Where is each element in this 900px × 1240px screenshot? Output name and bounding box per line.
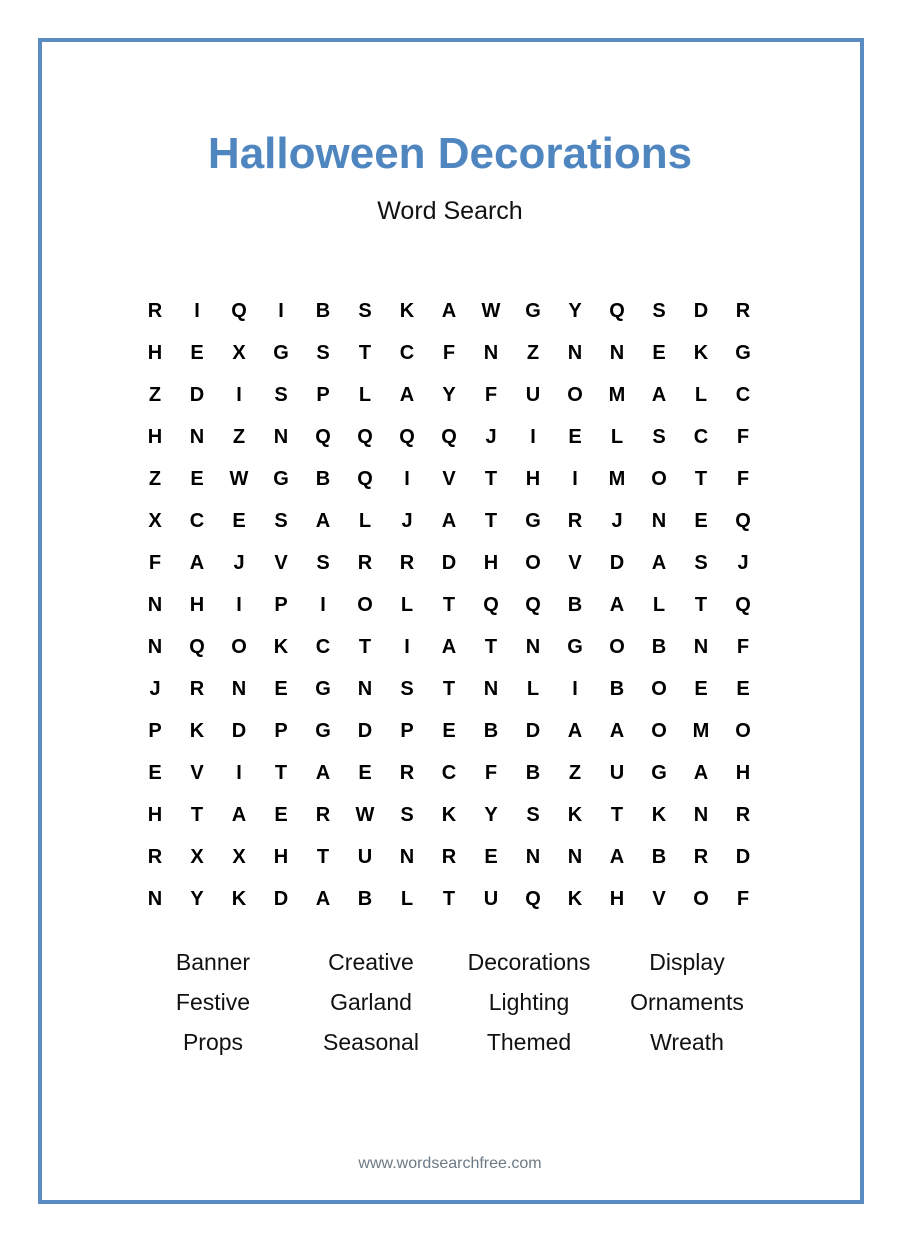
grid-cell[interactable]: X <box>232 846 246 868</box>
grid-cell[interactable]: T <box>316 846 330 868</box>
grid-cell[interactable]: Z <box>148 384 162 406</box>
grid-cell[interactable]: K <box>693 342 709 364</box>
grid-cell[interactable]: D <box>693 300 709 322</box>
word-list-item: Decorations <box>467 949 591 975</box>
grid-cell[interactable]: Y <box>568 300 582 322</box>
grid-cell[interactable]: S <box>652 426 666 448</box>
grid-row <box>134 710 764 752</box>
grid-cell[interactable]: H <box>147 426 163 448</box>
grid-cell[interactable]: Q <box>357 468 373 490</box>
grid-cell[interactable]: Q <box>189 636 205 658</box>
grid-cell[interactable]: E <box>190 468 204 490</box>
grid-cell[interactable]: R <box>441 846 457 868</box>
grid-cell[interactable]: K <box>651 804 667 826</box>
grid-cell[interactable]: A <box>441 300 457 322</box>
grid-cell[interactable]: F <box>736 888 750 910</box>
grid-cell[interactable]: E <box>694 678 708 700</box>
grid-cell[interactable]: G <box>273 342 289 364</box>
grid-cell[interactable]: J <box>611 510 623 532</box>
grid-cell[interactable]: R <box>735 300 751 322</box>
grid-cell[interactable]: A <box>441 510 457 532</box>
grid-cell[interactable]: U <box>525 384 541 406</box>
grid-cell[interactable]: F <box>484 762 498 784</box>
grid-cell[interactable]: S <box>274 384 288 406</box>
grid-cell[interactable]: Q <box>735 510 751 532</box>
grid-cell[interactable]: A <box>609 720 625 742</box>
grid-cell[interactable]: T <box>694 468 708 490</box>
grid-cell[interactable]: P <box>400 720 414 742</box>
grid-cell[interactable]: L <box>400 594 414 616</box>
grid-cell[interactable]: H <box>609 888 625 910</box>
grid-cell[interactable]: N <box>609 342 625 364</box>
grid-cell[interactable]: M <box>608 384 626 406</box>
grid-cell[interactable]: S <box>400 678 414 700</box>
grid-cell[interactable]: K <box>441 804 457 826</box>
grid-cell[interactable]: F <box>484 384 498 406</box>
grid-cell[interactable]: I <box>572 678 578 700</box>
grid-cell[interactable]: H <box>147 804 163 826</box>
grid-cell[interactable]: V <box>568 552 582 574</box>
grid-row <box>134 542 764 584</box>
grid-cell[interactable]: S <box>652 300 666 322</box>
grid-cell[interactable]: Q <box>399 426 415 448</box>
grid-cell[interactable]: E <box>568 426 582 448</box>
grid-cell[interactable]: D <box>189 384 205 406</box>
grid-cell[interactable]: V <box>190 762 204 784</box>
grid-cell[interactable]: Q <box>609 300 625 322</box>
grid-cell[interactable]: X <box>232 342 246 364</box>
grid-cell[interactable]: Q <box>315 426 331 448</box>
grid-cell[interactable]: E <box>232 510 246 532</box>
word-list-item: Display <box>649 949 725 975</box>
grid-cell[interactable]: Q <box>231 300 247 322</box>
grid-cell[interactable]: J <box>401 510 413 532</box>
grid-cell[interactable]: H <box>483 552 499 574</box>
grid-cell[interactable]: I <box>404 636 410 658</box>
grid-row <box>134 836 764 878</box>
grid-cell[interactable]: L <box>358 384 372 406</box>
grid-cell[interactable]: T <box>484 510 498 532</box>
grid-cell[interactable]: Q <box>525 594 541 616</box>
grid-cell[interactable]: O <box>693 888 709 910</box>
grid-cell[interactable]: N <box>651 510 667 532</box>
grid-cell[interactable]: T <box>274 762 288 784</box>
grid-cell[interactable]: U <box>609 762 625 784</box>
grid-cell[interactable]: Y <box>484 804 498 826</box>
grid-cell[interactable]: B <box>651 636 667 658</box>
grid-row <box>134 752 764 794</box>
grid-cell[interactable]: N <box>693 804 709 826</box>
grid-cell[interactable]: N <box>189 426 205 448</box>
grid-cell[interactable]: Z <box>148 468 162 490</box>
grid-cell[interactable]: Y <box>442 384 456 406</box>
grid-cell[interactable]: M <box>608 468 626 490</box>
grid-cell[interactable]: G <box>315 720 331 742</box>
grid-cell[interactable]: M <box>692 720 710 742</box>
grid-cell[interactable]: S <box>694 552 708 574</box>
word-list-item: Creative <box>328 949 414 975</box>
grid-cell[interactable]: G <box>315 678 331 700</box>
grid-cell[interactable]: B <box>483 720 499 742</box>
grid-cell[interactable]: I <box>236 594 242 616</box>
grid-cell[interactable]: O <box>357 594 373 616</box>
grid-cell[interactable]: C <box>399 342 415 364</box>
grid-cell[interactable]: N <box>483 342 499 364</box>
grid-cell[interactable]: I <box>404 468 410 490</box>
grid-cell[interactable]: N <box>567 342 583 364</box>
grid-cell[interactable]: S <box>526 804 540 826</box>
grid-cell[interactable]: I <box>278 300 284 322</box>
grid-cell[interactable]: P <box>148 720 162 742</box>
grid-cell[interactable]: J <box>485 426 497 448</box>
grid-cell[interactable]: X <box>148 510 162 532</box>
grid-cell[interactable]: I <box>320 594 326 616</box>
grid-row <box>134 794 764 836</box>
page-title: Halloween Decorations <box>207 129 693 178</box>
grid-cell[interactable]: P <box>316 384 330 406</box>
grid-cell[interactable]: R <box>357 552 373 574</box>
grid-cell[interactable]: F <box>736 468 750 490</box>
word-list-item: Themed <box>486 1029 572 1055</box>
grid-cell[interactable]: T <box>358 636 372 658</box>
grid-cell[interactable]: G <box>651 762 667 784</box>
page-subtitle: Word Search <box>377 197 523 225</box>
grid-cell[interactable]: C <box>735 384 751 406</box>
grid-cell[interactable]: B <box>609 678 625 700</box>
grid-cell[interactable]: A <box>189 552 205 574</box>
grid-cell[interactable]: C <box>189 510 205 532</box>
grid-cell[interactable]: A <box>315 762 331 784</box>
grid-cell[interactable]: N <box>399 846 415 868</box>
grid-cell[interactable]: H <box>189 594 205 616</box>
grid-cell[interactable]: F <box>736 636 750 658</box>
grid-cell[interactable]: I <box>236 384 242 406</box>
grid-cell[interactable]: N <box>147 594 163 616</box>
grid-cell[interactable]: A <box>651 384 667 406</box>
grid-cell[interactable]: F <box>442 342 456 364</box>
grid-cell[interactable]: R <box>399 552 415 574</box>
grid-cell[interactable]: K <box>231 888 247 910</box>
word-list-item: Lighting <box>488 989 570 1015</box>
grid-cell[interactable]: B <box>567 594 583 616</box>
footer-url: www.wordsearchfree.com <box>358 1155 542 1172</box>
grid-cell[interactable]: O <box>567 384 583 406</box>
grid-cell[interactable]: H <box>525 468 541 490</box>
grid-row <box>134 416 764 458</box>
grid-cell[interactable]: L <box>358 510 372 532</box>
grid-cell[interactable]: D <box>525 720 541 742</box>
grid-cell[interactable]: P <box>274 720 288 742</box>
grid-cell[interactable]: O <box>735 720 751 742</box>
grid-cell[interactable]: N <box>231 678 247 700</box>
grid-cell[interactable]: Y <box>190 888 204 910</box>
grid-cell[interactable]: E <box>148 762 162 784</box>
grid-cell[interactable]: V <box>274 552 288 574</box>
grid-cell[interactable]: B <box>525 762 541 784</box>
grid-cell[interactable]: S <box>316 552 330 574</box>
grid-row <box>134 290 764 332</box>
grid-row <box>134 668 764 710</box>
grid-cell[interactable]: L <box>694 384 708 406</box>
grid-cell[interactable]: O <box>609 636 625 658</box>
grid-cell[interactable]: E <box>442 720 456 742</box>
grid-cell[interactable]: I <box>530 426 536 448</box>
grid-cell[interactable]: Z <box>526 342 540 364</box>
grid-cell[interactable]: D <box>273 888 289 910</box>
grid-cell[interactable]: V <box>442 468 456 490</box>
grid-cell[interactable]: G <box>525 510 541 532</box>
grid-row <box>134 458 764 500</box>
grid-cell[interactable]: U <box>483 888 499 910</box>
grid-cell[interactable]: I <box>236 762 242 784</box>
grid-cell[interactable]: T <box>358 342 372 364</box>
grid-cell[interactable]: Z <box>568 762 582 784</box>
grid-cell[interactable]: S <box>316 342 330 364</box>
grid-cell[interactable]: I <box>194 300 200 322</box>
grid-cell[interactable]: N <box>525 636 541 658</box>
letter-grid <box>134 290 764 920</box>
grid-cell[interactable]: N <box>693 636 709 658</box>
grid-cell[interactable]: X <box>190 846 204 868</box>
grid-cell[interactable]: G <box>525 300 541 322</box>
grid-cell[interactable]: P <box>274 594 288 616</box>
word-list-item: Seasonal <box>323 1029 419 1055</box>
grid-cell[interactable]: C <box>315 636 331 658</box>
grid-cell[interactable]: E <box>652 342 666 364</box>
grid-cell[interactable]: H <box>147 342 163 364</box>
grid-cell[interactable]: O <box>231 636 247 658</box>
grid-cell[interactable]: K <box>567 804 583 826</box>
grid-cell[interactable]: T <box>610 804 624 826</box>
grid-cell[interactable]: D <box>357 720 373 742</box>
grid-cell[interactable]: D <box>231 720 247 742</box>
grid-cell[interactable]: Q <box>441 426 457 448</box>
grid-row <box>134 878 764 920</box>
grid-cell[interactable]: R <box>147 846 163 868</box>
grid-cell[interactable]: N <box>147 636 163 658</box>
grid-cell[interactable]: N <box>525 846 541 868</box>
grid-cell[interactable]: K <box>567 888 583 910</box>
grid-cell[interactable]: C <box>693 426 709 448</box>
grid-cell[interactable]: L <box>400 888 414 910</box>
grid-cell[interactable]: W <box>481 300 501 322</box>
grid-cell[interactable]: N <box>147 888 163 910</box>
grid-cell[interactable]: F <box>736 426 750 448</box>
grid-cell[interactable]: S <box>358 300 372 322</box>
grid-cell[interactable]: Q <box>357 426 373 448</box>
grid-cell[interactable]: K <box>273 636 289 658</box>
grid-cell[interactable]: N <box>273 426 289 448</box>
grid-cell[interactable]: R <box>189 678 205 700</box>
grid-cell[interactable]: R <box>315 804 331 826</box>
grid-cell[interactable]: O <box>651 468 667 490</box>
grid-cell[interactable]: T <box>484 636 498 658</box>
grid-cell[interactable]: F <box>148 552 162 574</box>
grid-cell[interactable]: H <box>273 846 289 868</box>
word-list-item: Ornaments <box>630 989 744 1015</box>
grid-cell[interactable]: B <box>315 468 331 490</box>
grid-row <box>134 374 764 416</box>
grid-cell[interactable]: O <box>651 720 667 742</box>
grid-cell[interactable]: J <box>149 678 161 700</box>
grid-cell[interactable]: I <box>572 468 578 490</box>
grid-cell[interactable]: R <box>693 846 709 868</box>
grid-cell[interactable]: A <box>441 636 457 658</box>
word-list-item: Festive <box>175 989 251 1015</box>
grid-cell[interactable]: T <box>484 468 498 490</box>
grid-cell[interactable]: J <box>737 552 749 574</box>
grid-cell[interactable]: H <box>735 762 751 784</box>
grid-row <box>134 584 764 626</box>
grid-cell[interactable]: R <box>735 804 751 826</box>
grid-cell[interactable]: V <box>652 888 666 910</box>
grid-cell[interactable]: Q <box>483 594 499 616</box>
grid-cell[interactable]: D <box>441 552 457 574</box>
grid-cell[interactable]: S <box>400 804 414 826</box>
grid-cell[interactable]: G <box>273 468 289 490</box>
grid-cell[interactable]: L <box>610 426 624 448</box>
word-list-item: Props <box>182 1029 244 1055</box>
grid-cell[interactable]: E <box>694 510 708 532</box>
grid-cell[interactable]: R <box>399 762 415 784</box>
grid-cell[interactable]: T <box>442 888 456 910</box>
word-list-item: Garland <box>330 989 412 1015</box>
grid-cell[interactable]: K <box>399 300 415 322</box>
grid-cell[interactable]: E <box>274 678 288 700</box>
grid-cell[interactable]: A <box>609 594 625 616</box>
grid-cell[interactable]: T <box>442 594 456 616</box>
grid-cell[interactable]: C <box>441 762 457 784</box>
grid-cell[interactable]: B <box>357 888 373 910</box>
grid-row <box>134 626 764 668</box>
grid-cell[interactable]: R <box>567 510 583 532</box>
grid-cell[interactable]: Q <box>525 888 541 910</box>
grid-row <box>134 332 764 374</box>
grid-cell[interactable]: E <box>484 846 498 868</box>
grid-cell[interactable]: L <box>526 678 540 700</box>
grid-cell[interactable]: E <box>190 342 204 364</box>
grid-cell[interactable]: T <box>694 594 708 616</box>
grid-cell[interactable]: K <box>189 720 205 742</box>
grid-cell[interactable]: N <box>567 846 583 868</box>
grid-cell[interactable]: A <box>693 762 709 784</box>
grid-cell[interactable]: Z <box>232 426 246 448</box>
grid-cell[interactable]: A <box>609 846 625 868</box>
grid-cell[interactable]: A <box>399 384 415 406</box>
grid-cell[interactable]: W <box>229 468 249 490</box>
grid-cell[interactable]: T <box>190 804 204 826</box>
grid-cell[interactable]: B <box>315 300 331 322</box>
grid-cell[interactable]: T <box>442 678 456 700</box>
grid-cell[interactable]: B <box>651 846 667 868</box>
grid-cell[interactable]: R <box>147 300 163 322</box>
word-list <box>134 942 766 1062</box>
grid-cell[interactable]: G <box>567 636 583 658</box>
grid-cell[interactable]: N <box>357 678 373 700</box>
grid-cell[interactable]: A <box>651 552 667 574</box>
grid-cell[interactable]: S <box>274 510 288 532</box>
word-list-item: Banner <box>175 949 251 975</box>
grid-cell[interactable]: A <box>231 804 247 826</box>
grid-cell[interactable]: U <box>357 846 373 868</box>
grid-cell[interactable]: O <box>525 552 541 574</box>
grid-cell[interactable]: W <box>355 804 375 826</box>
grid-cell[interactable]: A <box>315 510 331 532</box>
grid-cell[interactable]: O <box>651 678 667 700</box>
grid-cell[interactable]: L <box>652 594 666 616</box>
grid-cell[interactable]: E <box>358 762 372 784</box>
grid-row <box>134 500 764 542</box>
grid-cell[interactable]: A <box>567 720 583 742</box>
word-list-item: Wreath <box>650 1029 724 1055</box>
grid-cell[interactable]: D <box>735 846 751 868</box>
grid-cell[interactable]: D <box>609 552 625 574</box>
grid-cell[interactable]: G <box>735 342 751 364</box>
grid-cell[interactable]: N <box>483 678 499 700</box>
grid-cell[interactable]: J <box>233 552 245 574</box>
grid-cell[interactable]: E <box>736 678 750 700</box>
grid-cell[interactable]: A <box>315 888 331 910</box>
grid-cell[interactable]: Q <box>735 594 751 616</box>
grid-cell[interactable]: E <box>274 804 288 826</box>
